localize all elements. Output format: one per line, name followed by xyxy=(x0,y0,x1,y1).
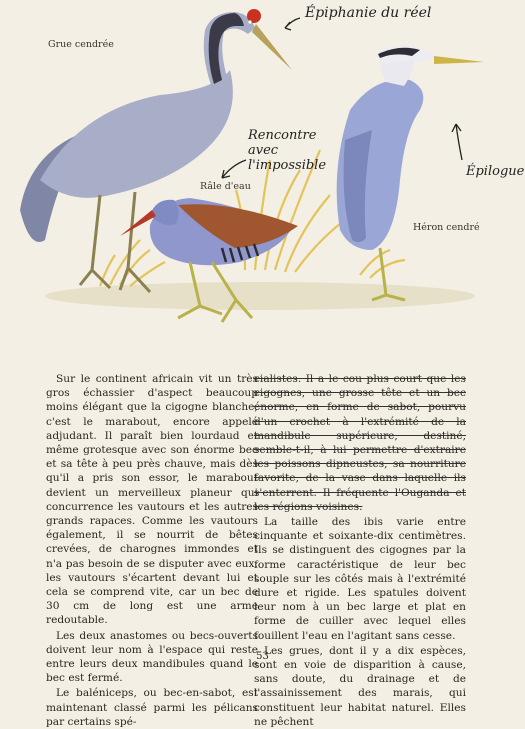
note-rencontre: Rencontre avec l'impossible xyxy=(248,128,327,173)
paragraph: Les deux anastomes ou becs-ouverts doivent leur nom à l'espace qui reste entre leurs deux mandibules quand le bec est fermé. xyxy=(46,629,258,685)
note-epilogue: Épilogue xyxy=(466,164,525,179)
paragraph: La taille des ibis varie entre cinquante et soixante-dix centimètres. Ils se distinguent des cigognes par la forme caractéristique de leur bec souple sur les côtés mais à l'extrémité dure et rigide. Les spatules doivent leur nom à un bec large et plat en forme de cuiller avec lequel elles fouillent l'eau en l'agitant sans cesse. xyxy=(254,516,466,642)
crane-body xyxy=(40,70,233,198)
heron-figure xyxy=(337,46,484,300)
struck-text: cialistes. Il a le cou plus court que les cigognes, une grosse tête et un bec énorme, en forme de sabot, pourvu d'un crochet à l'extrémité de la mandibule supérieure, destiné, semble-t-il, à lui permettre d'extraire les poissons dipneustes, sa nourriture favorite, de la vase dans laquelle ils s'enterrent. Il fréquente l'Ouganda et les régions voisines. xyxy=(254,373,466,513)
note-epiphanie: Épiphanie du réel xyxy=(305,5,432,21)
text-column-left xyxy=(46,372,258,729)
crane-leg xyxy=(120,192,150,292)
caption-rale: Râle d'eau xyxy=(200,181,251,192)
paragraph: Sur le continent africain vit un très gros échassier d'aspect beaucoup moins élégant que la cigogne blanche; c'est le marabout, encore appelé adjudant. Il paraît bien lourdaud et même grotesque avec son énorme bec et sa tête à peu près chauve, mais dès qu'il a pris son essor, le marabout devient un merveilleux planeur qui concurrence les vautours et les autres grands rapaces. Comme les vautours également, il se nourrit de bêtes crevées, de charognes immondes et n'a pas besoin de se disputer avec eux: les vautours s'écartent devant lui et cela se comprend vite, car un bec de 30 cm de long est une arme redoutable. xyxy=(46,373,258,627)
crane-beak xyxy=(252,24,292,70)
caption-grue: Grue cendrée xyxy=(48,39,114,50)
crane-neck-dark xyxy=(209,13,244,84)
paragraph: Le baléniceps, ou bec-en-sabot, est maintenant classé parmi les pélicans par certains spé- xyxy=(46,687,258,728)
paragraph-struck xyxy=(254,372,466,514)
page-number: 53 xyxy=(256,651,269,662)
crane-eye xyxy=(248,20,251,23)
heron-beak xyxy=(434,56,484,64)
paragraph: Les grues, dont il y a dix espèces, sont en voie de disparition à cause, sans doute, du drainage et de l'assainissement des marais, qui constituent leur habitat naturel. Elles ne pêchent xyxy=(254,644,466,728)
text-column-right xyxy=(254,372,466,729)
caption-heron: Héron cendré xyxy=(413,222,480,233)
